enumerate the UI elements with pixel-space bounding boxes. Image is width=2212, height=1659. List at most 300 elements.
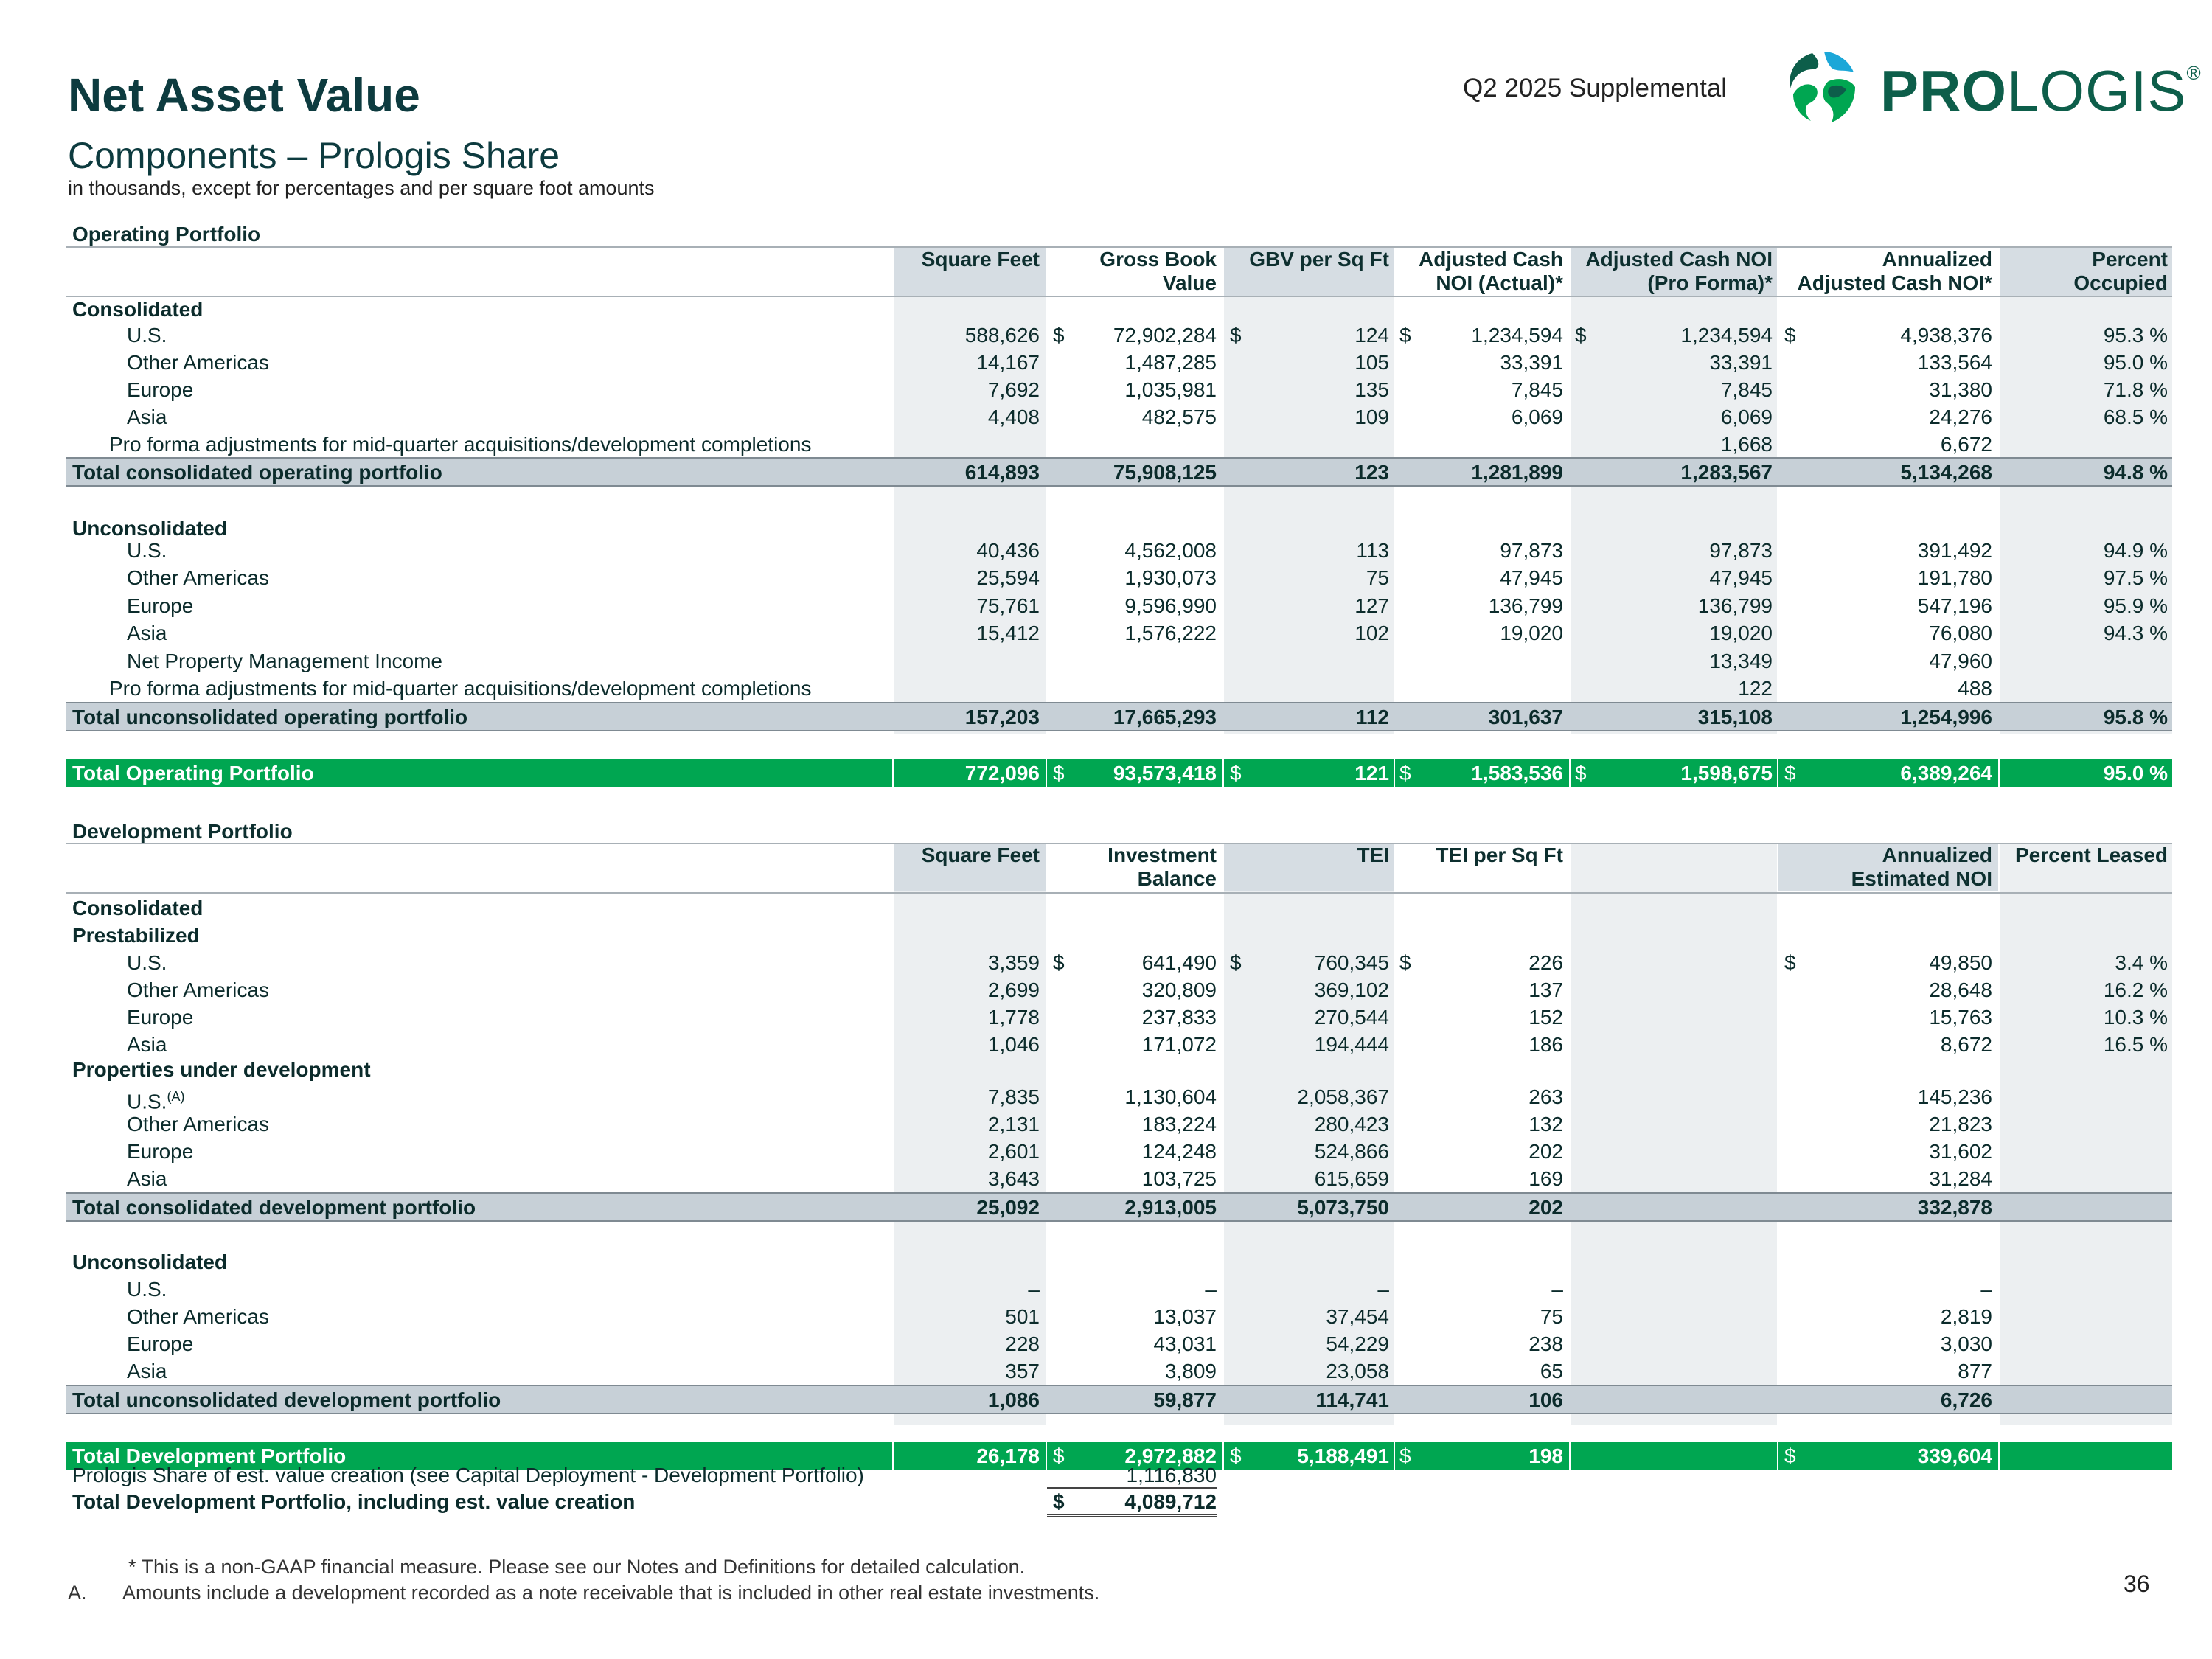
table-row bbox=[66, 431, 2172, 458]
table-row bbox=[66, 619, 2172, 647]
cell-gbv: 72,902,284 bbox=[1113, 324, 1217, 347]
cell-sf: 228 bbox=[1005, 1332, 1040, 1355]
cell-tei: 760,345 bbox=[1314, 951, 1389, 974]
cell-ann: 31,380 bbox=[1929, 378, 1992, 401]
currency-sign: $ bbox=[1399, 1444, 1411, 1467]
cell-pct: 10.3 % bbox=[2103, 1006, 2168, 1029]
cell-tei: 2,058,367 bbox=[1297, 1085, 1389, 1108]
cell-sf: 3,359 bbox=[987, 951, 1040, 974]
cell-noip: 97,873 bbox=[1709, 539, 1773, 562]
table-row bbox=[66, 1083, 2172, 1113]
cell-noia: 47,945 bbox=[1500, 566, 1563, 589]
cell-tei: 5,073,750 bbox=[1297, 1196, 1389, 1219]
cell-noia bbox=[1395, 675, 1563, 702]
page-subtitle: Components – Prologis Share bbox=[68, 135, 560, 176]
cell-noip: 136,799 bbox=[1697, 594, 1773, 617]
cell-ann: 191,780 bbox=[1917, 566, 1992, 589]
currency-sign: $ bbox=[1053, 1444, 1065, 1467]
currency-sign: $ bbox=[1230, 951, 1242, 974]
col-header-tei: TEI bbox=[1357, 844, 1389, 866]
cell-pct: 68.5 % bbox=[2103, 406, 2168, 428]
cell-sf: 2,699 bbox=[987, 978, 1040, 1001]
cell-inv: 43,031 bbox=[1153, 1332, 1217, 1355]
cell-sf bbox=[894, 431, 1040, 458]
cell-sf: 7,835 bbox=[987, 1085, 1040, 1108]
cell-ann: 28,648 bbox=[1929, 978, 1992, 1001]
cell-sf: 588,626 bbox=[964, 324, 1040, 347]
cell-pct bbox=[2000, 1442, 2168, 1470]
currency-sign: $ bbox=[1575, 762, 1587, 785]
cell-pct: 71.8 % bbox=[2103, 378, 2168, 401]
cell-inv: 103,725 bbox=[1141, 1167, 1217, 1190]
cell-noia: 7,845 bbox=[1511, 378, 1563, 401]
col-header-tei-per-sqft: TEI per Sq Ft bbox=[1436, 844, 1563, 866]
header-bottom-rule bbox=[66, 296, 2172, 297]
footnote-a-marker: A. bbox=[68, 1582, 87, 1604]
row-label: Asia bbox=[127, 622, 167, 644]
cell-inv: 124,248 bbox=[1141, 1140, 1217, 1163]
cell-noip: 7,845 bbox=[1720, 378, 1773, 401]
cell-noip: 1,598,675 bbox=[1680, 762, 1773, 785]
row-label: Europe bbox=[127, 594, 194, 617]
table-row bbox=[66, 403, 2172, 431]
grand-total-row bbox=[66, 759, 2172, 787]
cell-gbvsf: 105 bbox=[1354, 351, 1389, 374]
cell-sf: – bbox=[1028, 1278, 1040, 1301]
cell-teisf: 152 bbox=[1528, 1006, 1563, 1029]
cell-inv: 641,490 bbox=[1141, 951, 1217, 974]
cell-pct bbox=[2000, 1110, 2168, 1138]
cell-teisf: 186 bbox=[1528, 1033, 1563, 1056]
cell-pct: 95.8 % bbox=[2103, 706, 2168, 728]
cell-ann: 76,080 bbox=[1929, 622, 1992, 644]
cell-gbvsf: 109 bbox=[1354, 406, 1389, 428]
cell-gbv bbox=[1047, 647, 1217, 675]
cell-gbv: 4,562,008 bbox=[1124, 539, 1217, 562]
row-label: U.S. bbox=[127, 1278, 167, 1301]
cell-ann: 391,492 bbox=[1917, 539, 1992, 562]
row-label: Other Americas bbox=[127, 566, 269, 589]
col-header-investment-balance: Investment Balance bbox=[1107, 844, 1217, 890]
row-label: Total consolidated development portfolio bbox=[72, 1196, 476, 1219]
cell-sf: 26,178 bbox=[976, 1444, 1040, 1467]
cell-ann: 6,726 bbox=[1940, 1388, 1992, 1411]
cell-gbv bbox=[1047, 675, 1217, 702]
row-label: Asia bbox=[127, 406, 167, 428]
row-label: Net Property Management Income bbox=[127, 650, 442, 672]
currency-sign: $ bbox=[1230, 1444, 1242, 1467]
page-number: 36 bbox=[2124, 1571, 2150, 1597]
cell-gbvsf bbox=[1224, 675, 1389, 702]
cell-teisf: 132 bbox=[1528, 1113, 1563, 1135]
cell-pct: 16.5 % bbox=[2103, 1033, 2168, 1056]
subtotal-row bbox=[66, 1385, 2172, 1414]
group-label-unconsolidated: Unconsolidated bbox=[72, 517, 228, 540]
cell-ann: 6,672 bbox=[1940, 433, 1992, 456]
row-label: Other Americas bbox=[127, 351, 269, 374]
cell-sf: 25,594 bbox=[976, 566, 1040, 589]
value-creation-value: 1,116,830 bbox=[1047, 1461, 1217, 1489]
table-row bbox=[66, 537, 2172, 564]
cell-ann: 15,763 bbox=[1929, 1006, 1992, 1029]
operating-section-title: Operating Portfolio bbox=[72, 223, 261, 246]
cell-sf: 614,893 bbox=[964, 461, 1040, 484]
cell-sf: 15,412 bbox=[976, 622, 1040, 644]
cell-sf: 3,643 bbox=[987, 1167, 1040, 1190]
currency-sign: $ bbox=[1053, 324, 1065, 347]
cell-gbvsf: 127 bbox=[1354, 594, 1389, 617]
cell-teisf: 106 bbox=[1528, 1388, 1563, 1411]
group-label-unconsolidated: Unconsolidated bbox=[72, 1251, 228, 1273]
footnote-non-gaap: * This is a non-GAAP financial measure. Please see our Notes and Definitions for detailed calculation. bbox=[128, 1556, 1026, 1578]
cell-ann: 6,389,264 bbox=[1900, 762, 1992, 785]
cell-gbvsf bbox=[1224, 647, 1389, 675]
cell-sf: 75,761 bbox=[976, 594, 1040, 617]
cell-ann: 339,604 bbox=[1917, 1444, 1992, 1467]
cell-teisf: 263 bbox=[1528, 1085, 1563, 1108]
subtotal-row bbox=[66, 457, 2172, 487]
cell-inv: 183,224 bbox=[1141, 1113, 1217, 1135]
table-row bbox=[66, 1276, 2172, 1303]
currency-sign: $ bbox=[1784, 762, 1796, 785]
cell-sf: 2,131 bbox=[987, 1113, 1040, 1135]
col-header-annualized-estimated-noi: Annualized Estimated NOI bbox=[1851, 844, 1992, 890]
cell-tei: 280,423 bbox=[1314, 1113, 1389, 1135]
row-label: U.S. bbox=[127, 324, 167, 347]
cell-gbvsf: 121 bbox=[1354, 762, 1389, 785]
cell-noip: 33,391 bbox=[1709, 351, 1773, 374]
cell-noia bbox=[1395, 647, 1563, 675]
table-row bbox=[66, 1031, 2172, 1058]
cell-pct bbox=[2000, 431, 2168, 458]
cell-ann: 21,823 bbox=[1929, 1113, 1992, 1135]
table-row bbox=[66, 1357, 2172, 1385]
cell-pct: 94.3 % bbox=[2103, 622, 2168, 644]
row-label: Total unconsolidated development portfolio bbox=[72, 1388, 501, 1411]
cell-ann: 31,284 bbox=[1929, 1167, 1992, 1190]
cell-pct bbox=[2000, 1194, 2168, 1221]
cell-inv: 3,809 bbox=[1164, 1360, 1217, 1382]
table-row bbox=[66, 976, 2172, 1004]
row-label: U.S. bbox=[127, 951, 167, 974]
cell-ann: 24,276 bbox=[1929, 406, 1992, 428]
cell-ann: 488 bbox=[1958, 677, 1992, 700]
row-label: Other Americas bbox=[127, 1113, 269, 1135]
cell-gbv: 9,596,990 bbox=[1124, 594, 1217, 617]
cell-inv: 2,972,882 bbox=[1124, 1444, 1217, 1467]
table-row bbox=[66, 647, 2172, 675]
cell-noia: 19,020 bbox=[1500, 622, 1563, 644]
cell-pct: 97.5 % bbox=[2103, 566, 2168, 589]
supplemental-label: Q2 2025 Supplemental bbox=[1463, 74, 1728, 102]
cell-sf bbox=[894, 675, 1040, 702]
table-row bbox=[66, 592, 2172, 619]
cell-ann: 31,602 bbox=[1929, 1140, 1992, 1163]
cell-sf: 157,203 bbox=[964, 706, 1040, 728]
cell-gbv bbox=[1047, 431, 1217, 458]
cell-noia: 1,583,536 bbox=[1471, 762, 1563, 785]
group-label-consolidated: Consolidated bbox=[72, 298, 204, 321]
cell-gbvsf: 75 bbox=[1366, 566, 1389, 589]
currency-sign: $ bbox=[1784, 324, 1796, 347]
units-note: in thousands, except for percentages and per square foot amounts bbox=[68, 177, 655, 199]
currency-sign: $ bbox=[1399, 324, 1411, 347]
row-label: Asia bbox=[127, 1033, 167, 1056]
cell-ann: 5,134,268 bbox=[1900, 461, 1992, 484]
cell-sf: 40,436 bbox=[976, 539, 1040, 562]
cell-pct bbox=[2000, 1330, 2168, 1357]
cell-gbv: 1,576,222 bbox=[1124, 622, 1217, 644]
cell-pct bbox=[2000, 1276, 2168, 1303]
row-label: Europe bbox=[127, 1332, 194, 1355]
cell-gbv: 75,908,125 bbox=[1113, 461, 1217, 484]
cell-inv: 171,072 bbox=[1141, 1033, 1217, 1056]
cell-teisf: 202 bbox=[1528, 1140, 1563, 1163]
currency-sign: $ bbox=[1575, 324, 1587, 347]
cell-ann: 145,236 bbox=[1917, 1085, 1992, 1108]
row-label: Asia bbox=[127, 1167, 167, 1190]
row-label: U.S.$^{(A)}$ bbox=[127, 1089, 185, 1113]
row-label: Total unconsolidated operating portfolio bbox=[72, 706, 468, 728]
row-label: Total consolidated operating portfolio bbox=[72, 461, 442, 484]
table-row bbox=[66, 675, 2172, 702]
cell-ann: 49,850 bbox=[1929, 951, 1992, 974]
cell-inv: 2,913,005 bbox=[1124, 1196, 1217, 1219]
subtotal-row bbox=[66, 702, 2172, 731]
cell-ann: 133,564 bbox=[1917, 351, 1992, 374]
table-row bbox=[66, 1110, 2172, 1138]
cell-tei: 369,102 bbox=[1314, 978, 1389, 1001]
cell-ann: 2,819 bbox=[1940, 1305, 1992, 1328]
cell-gbv: 1,487,285 bbox=[1124, 351, 1217, 374]
prologis-wordmark: PROLOGIS® bbox=[1880, 58, 2202, 123]
cell-tei: 194,444 bbox=[1314, 1033, 1389, 1056]
cell-inv: 320,809 bbox=[1141, 978, 1217, 1001]
cell-tei: 37,454 bbox=[1326, 1305, 1389, 1328]
cell-noia: 6,069 bbox=[1511, 406, 1563, 428]
cell-pct: 95.0 % bbox=[2103, 762, 2168, 785]
cell-pct bbox=[2000, 1357, 2168, 1385]
cell-sf: 1,778 bbox=[987, 1006, 1040, 1029]
currency-sign: $ bbox=[1399, 951, 1411, 974]
cell-noip: 6,069 bbox=[1720, 406, 1773, 428]
total-incl-value-creation-label: Total Development Portfolio, including est. value creation bbox=[72, 1490, 636, 1513]
row-label: Europe bbox=[127, 1006, 194, 1029]
cell-teisf: – bbox=[1551, 1278, 1563, 1301]
cell-teisf: 75 bbox=[1540, 1305, 1563, 1328]
cell-tei: 54,229 bbox=[1326, 1332, 1389, 1355]
cell-inv: – bbox=[1205, 1278, 1217, 1301]
cell-noia: 1,234,594 bbox=[1471, 324, 1563, 347]
row-label: Europe bbox=[127, 1140, 194, 1163]
row-label: Total Development Portfolio bbox=[72, 1444, 347, 1467]
row-label: U.S. bbox=[127, 539, 167, 562]
cell-noia: 33,391 bbox=[1500, 351, 1563, 374]
cell-teisf: 65 bbox=[1540, 1360, 1563, 1382]
cell-sf: 7,692 bbox=[987, 378, 1040, 401]
currency-sign: $ bbox=[1230, 762, 1242, 785]
cell-inv: 1,130,604 bbox=[1124, 1085, 1217, 1108]
cell-noip: 47,945 bbox=[1709, 566, 1773, 589]
col-header-gross-book-value: Gross Book Value bbox=[1099, 248, 1217, 294]
cell-sf: 772,096 bbox=[964, 762, 1040, 785]
cell-teisf: 238 bbox=[1528, 1332, 1563, 1355]
cell-sf: 357 bbox=[1005, 1360, 1040, 1382]
cell-ann: 1,254,996 bbox=[1900, 706, 1992, 728]
row-label: Europe bbox=[127, 378, 194, 401]
col-header-noi-pro-forma: Adjusted Cash NOI (Pro Forma)* bbox=[1585, 248, 1773, 294]
currency-sign: $ bbox=[1230, 324, 1242, 347]
cell-pct bbox=[2000, 1138, 2168, 1165]
subtotal-row bbox=[66, 1192, 2172, 1222]
cell-teisf: 226 bbox=[1528, 951, 1563, 974]
cell-noia: 301,637 bbox=[1488, 706, 1563, 728]
cell-tei: 270,544 bbox=[1314, 1006, 1389, 1029]
cell-teisf: 202 bbox=[1528, 1196, 1563, 1219]
currency-sign: $ bbox=[1399, 762, 1411, 785]
col-header-percent-occupied: Percent Occupied bbox=[2073, 248, 2168, 294]
row-label: Other Americas bbox=[127, 978, 269, 1001]
cell-pct bbox=[2000, 1165, 2168, 1192]
cell-pct: 95.3 % bbox=[2103, 324, 2168, 347]
cell-gbvsf: 135 bbox=[1354, 378, 1389, 401]
table-row bbox=[66, 564, 2172, 591]
cell-teisf: 169 bbox=[1528, 1167, 1563, 1190]
table-row bbox=[66, 1303, 2172, 1330]
col-header-square-feet: Square Feet bbox=[921, 248, 1040, 271]
cell-teisf: 137 bbox=[1528, 978, 1563, 1001]
cell-ann: 547,196 bbox=[1917, 594, 1992, 617]
cell-noip: 13,349 bbox=[1709, 650, 1773, 672]
table-row bbox=[66, 1330, 2172, 1357]
group-label-consolidated: Consolidated bbox=[72, 897, 204, 919]
cell-noip: 315,108 bbox=[1697, 706, 1773, 728]
cell-gbv: 93,573,418 bbox=[1113, 762, 1217, 785]
cell-ann: 332,878 bbox=[1917, 1196, 1992, 1219]
currency-sign: $ bbox=[1784, 951, 1796, 974]
cell-gbv: 17,665,293 bbox=[1113, 706, 1217, 728]
cell-gbvsf: 124 bbox=[1354, 324, 1389, 347]
currency-sign: $ bbox=[1053, 951, 1065, 974]
cell-tei: 524,866 bbox=[1314, 1140, 1389, 1163]
currency-sign: $ bbox=[1053, 762, 1065, 785]
currency-sign: $ bbox=[1784, 1444, 1796, 1467]
cell-sf: 4,408 bbox=[987, 406, 1040, 428]
cell-tei: 23,058 bbox=[1326, 1360, 1389, 1382]
cell-noip: 1,283,567 bbox=[1680, 461, 1773, 484]
cell-tei: 5,188,491 bbox=[1297, 1444, 1389, 1467]
value-creation-label: Prologis Share of est. value creation (see Capital Deployment - Development Portfolio) bbox=[72, 1464, 864, 1486]
col-header-square-feet: Square Feet bbox=[921, 844, 1040, 866]
cell-pct: 3.4 % bbox=[2115, 951, 2168, 974]
cell-pct: 94.8 % bbox=[2103, 461, 2168, 484]
cell-ann: 3,030 bbox=[1940, 1332, 1992, 1355]
cell-pct: 95.0 % bbox=[2103, 351, 2168, 374]
cell-noip: 1,234,594 bbox=[1680, 324, 1773, 347]
cell-gbvsf: 102 bbox=[1354, 622, 1389, 644]
cell-ann: 8,672 bbox=[1940, 1033, 1992, 1056]
row-label: Pro forma adjustments for mid-quarter acquisitions/development completions bbox=[109, 433, 812, 456]
cell-tei: 615,659 bbox=[1314, 1167, 1389, 1190]
globe-logo-icon bbox=[1783, 47, 1863, 127]
cell-gbvsf: 123 bbox=[1354, 461, 1389, 484]
table-row bbox=[66, 1165, 2172, 1192]
currency-sign: $ bbox=[1053, 1490, 1065, 1513]
cell-pct: 95.9 % bbox=[2103, 594, 2168, 617]
cell-ann: 877 bbox=[1958, 1360, 1992, 1382]
col-header-percent-leased: Percent Leased bbox=[2015, 844, 2168, 866]
cell-sf bbox=[894, 647, 1040, 675]
cell-ann: – bbox=[1980, 1278, 1992, 1301]
table-row bbox=[66, 1004, 2172, 1031]
row-label: Other Americas bbox=[127, 1305, 269, 1328]
cell-inv: 59,877 bbox=[1153, 1388, 1217, 1411]
row-label: Pro forma adjustments for mid-quarter acquisitions/development completions bbox=[109, 677, 812, 700]
cell-pct bbox=[2000, 1083, 2168, 1110]
col-header-annualized-noi: Annualized Adjusted Cash NOI* bbox=[1797, 248, 1992, 294]
table-row bbox=[66, 349, 2172, 376]
cell-pct bbox=[2000, 647, 2168, 675]
cell-gbvsf: 112 bbox=[1355, 706, 1389, 728]
cell-sf: 2,601 bbox=[987, 1140, 1040, 1163]
cell-pct bbox=[2000, 1386, 2168, 1413]
cell-pct: 16.2 % bbox=[2103, 978, 2168, 1001]
row-label: Total Operating Portfolio bbox=[72, 762, 314, 785]
cell-sf: 501 bbox=[1005, 1305, 1040, 1328]
col-header-gbv-per-sqft: GBV per Sq Ft bbox=[1249, 248, 1389, 271]
cell-gbv: 1,035,981 bbox=[1124, 378, 1217, 401]
cell-inv: 13,037 bbox=[1153, 1305, 1217, 1328]
cell-pct bbox=[2000, 1303, 2168, 1330]
cell-gbv: 482,575 bbox=[1141, 406, 1217, 428]
cell-gbvsf bbox=[1224, 431, 1389, 458]
cell-pct: 94.9 % bbox=[2103, 539, 2168, 562]
table-row bbox=[66, 376, 2172, 403]
footnote-a-text: Amounts include a development recorded as a note receivable that is included in other real estate investments. bbox=[122, 1582, 1100, 1604]
cell-sf: 14,167 bbox=[976, 351, 1040, 374]
table-row bbox=[66, 1138, 2172, 1165]
cell-sf: 1,086 bbox=[987, 1388, 1040, 1411]
cell-gbvsf: 113 bbox=[1356, 539, 1389, 562]
development-section-title: Development Portfolio bbox=[72, 820, 293, 843]
footnote-marker: (A) bbox=[167, 1089, 185, 1104]
cell-ann: 47,960 bbox=[1929, 650, 1992, 672]
cell-noip: 1,668 bbox=[1720, 433, 1773, 456]
table-row bbox=[66, 949, 2172, 976]
col-header-noi-actual: Adjusted Cash NOI (Actual)* bbox=[1418, 248, 1563, 294]
cell-noip: 19,020 bbox=[1709, 622, 1773, 644]
cell-ann: 4,938,376 bbox=[1900, 324, 1992, 347]
cell-inv: 237,833 bbox=[1141, 1006, 1217, 1029]
cell-noia: 136,799 bbox=[1488, 594, 1563, 617]
cell-teisf: 198 bbox=[1528, 1444, 1563, 1467]
row-label: Asia bbox=[127, 1360, 167, 1382]
group-label-prestabilized: Prestabilized bbox=[72, 924, 200, 947]
cell-sf: 25,092 bbox=[976, 1196, 1040, 1219]
cell-tei: – bbox=[1377, 1278, 1389, 1301]
group-label-under-development: Properties under development bbox=[72, 1058, 371, 1081]
total-incl-value-creation-value: 4,089,712 bbox=[1047, 1488, 1217, 1517]
column-separator bbox=[1569, 1442, 1571, 1470]
cell-gbv: 1,930,073 bbox=[1124, 566, 1217, 589]
cell-sf: 1,046 bbox=[987, 1033, 1040, 1056]
page-title: Net Asset Value bbox=[68, 69, 420, 122]
cell-noia: 1,281,899 bbox=[1471, 461, 1563, 484]
cell-noia bbox=[1395, 431, 1563, 458]
cell-noia: 97,873 bbox=[1500, 539, 1563, 562]
header-bottom-rule bbox=[66, 892, 2172, 894]
cell-tei: 114,741 bbox=[1315, 1388, 1389, 1411]
